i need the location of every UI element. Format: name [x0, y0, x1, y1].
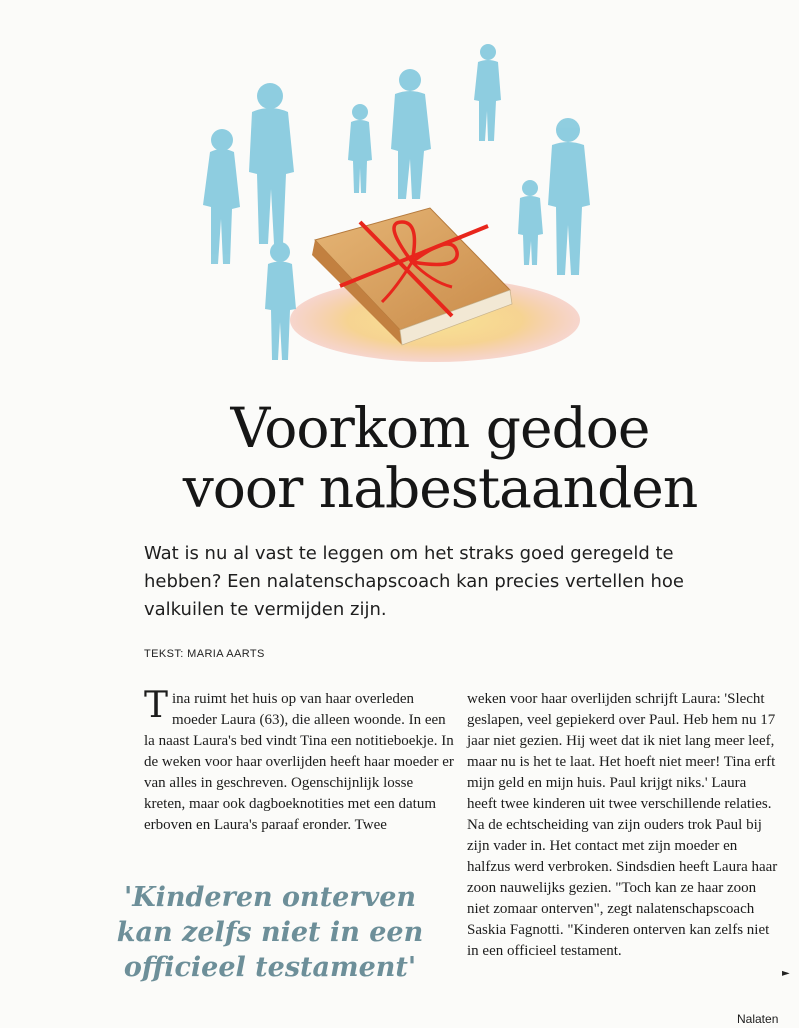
drop-cap: T	[144, 685, 169, 726]
figure-woman-left	[203, 129, 240, 264]
figure-child-center	[348, 104, 372, 193]
figure-woman-walking	[391, 69, 431, 199]
intro-text: Wat is nu al vast te leggen om het straks goed geregeld te hebben? Een nalatenschapscoach kan precies vertellen hoe valkuilen te vermijden zijn.	[144, 543, 684, 620]
figure-man-large	[249, 83, 294, 244]
page-section-label: Nalaten	[737, 1012, 779, 1026]
headline-line-2: voor nabestaanden	[182, 456, 698, 520]
figure-child-bottom-left	[265, 242, 296, 360]
figure-child-right	[518, 180, 543, 265]
page-title	[100, 398, 780, 518]
illustration	[0, 0, 799, 400]
figure-man-far	[474, 44, 501, 141]
body-column-right: weken voor haar overlijden schrijft Laura: 'Slecht geslapen, veel gepiekerd over Paul. Heb hem nu 17 jaar niet gezien. Hij weet dat ik niet lang meer leef, maar nu is het te laat. Het hoeft niet meer! Tina erft mijn geld en mijn huis. Paul krijgt niks.' Laura heeft twee kinderen uit twee verschillende relaties. Na de echtscheiding van zijn ouders trok Paul bij zijn vader in. Het contact met zijn moeder en halfzus werd verbroken. Sindsdien heeft Laura haar zoon nauwelijks gezien. "Toch kan ze haar zoon niet zomaar onterven", zegt nalatenschapscoach Saskia Fagnotti. "Kinderen onterven kan zelfs niet in een officieel testament.	[467, 691, 778, 959]
pull-quote: 'Kinderen onterven kan zelfs niet in een officieel testament'	[116, 882, 424, 983]
byline: TEKST: MARIA AARTS	[144, 648, 265, 660]
continue-arrow-icon: ►	[782, 968, 790, 979]
headline-line-1: Voorkom gedoe	[230, 396, 650, 460]
body-text-left: ina ruimt het huis op van haar overleden moeder Laura (63), die alleen woonde. In een la naast Laura's bed vindt Tina een notitieboekje. In de weken voor haar overlijden heeft haar moeder er van alles in geschreven. Ogenschijnlijk losse kreten, maar ook dagboeknotities met een datum erboven en Laura's paraaf eronder. Twee	[144, 691, 454, 833]
body-column-left	[144, 685, 456, 836]
figure-man-right	[548, 118, 590, 275]
